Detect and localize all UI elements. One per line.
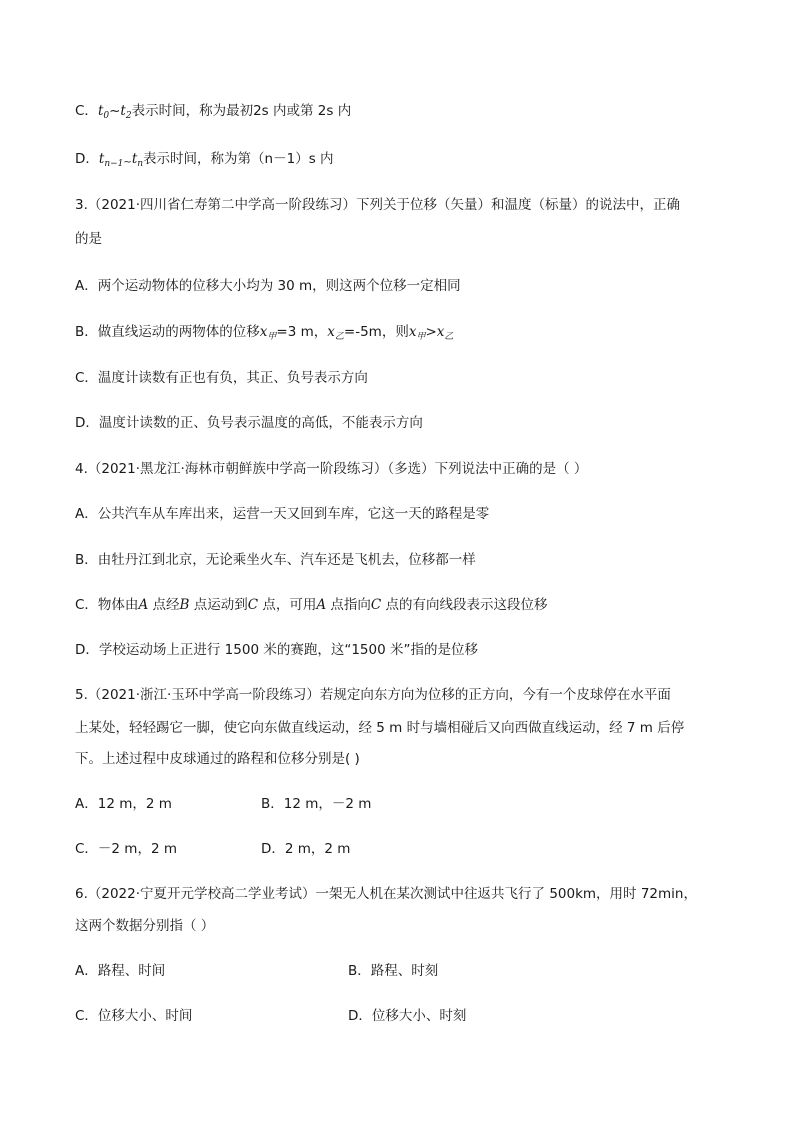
- q4-option-b: B．由牡丹江到北京，无论乘坐火车、汽车还是飞机去，位移都一样: [75, 552, 476, 568]
- math-t: t: [97, 103, 104, 119]
- math-t: t: [98, 151, 105, 167]
- math-sub: 甲: [267, 332, 277, 342]
- math-sub: 乙: [334, 332, 344, 342]
- math-sub: 0: [103, 111, 110, 121]
- q4-option-a: A．公共汽车从车库出来，运营一天又回到车库，它这一天的路程是零: [75, 506, 490, 522]
- q6-option-c: C．位移大小、时间: [75, 1008, 193, 1024]
- option-text: 点运动到: [189, 597, 248, 613]
- q5-options-row1: [75, 794, 725, 814]
- q6-stem-line2: 这两个数据分别指（ ）: [75, 918, 215, 934]
- q6-options-row1: [75, 961, 725, 981]
- q3-option-d: D．温度计读数的正、负号表示温度的高低，不能表示方向: [75, 415, 423, 431]
- q5-option-b: B．12 m，－2 m: [261, 796, 372, 812]
- math-sub: n−1: [104, 159, 124, 169]
- option-text: >: [425, 324, 437, 340]
- q6-stem-line1: 6.（2022·宁夏开元学校高二学业考试）一架无人机在某次测试中往返共飞行了 500km，用时 72min，: [75, 886, 697, 902]
- option-text: 点经: [148, 597, 180, 613]
- option-text: =-5m，则: [343, 324, 409, 340]
- q3-option-c: C．温度计读数有正也有负，其正、负号表示方向: [75, 370, 368, 386]
- math-sub: 2: [125, 111, 132, 121]
- q5-stem-line1: 5.（2021·浙江·玉环中学高一阶段练习）若规定向东方向为位移的正方向，今有一个皮球停在水平面: [75, 687, 671, 703]
- math-sub: 甲: [416, 332, 426, 342]
- option-text: =3 m，: [276, 324, 328, 340]
- math-sub: 乙: [444, 332, 454, 342]
- q3-stem-line2: 的是: [75, 231, 102, 247]
- option-text: 表示时间，称为第（n－1）s 内: [143, 151, 334, 167]
- q4-option-d: D．学校运动场上正进行 1500 米的赛跑，这“1500 米”指的是位移: [75, 642, 478, 658]
- math-x: x: [327, 324, 335, 340]
- option-text: 点的有向线段表示这段位移: [381, 597, 548, 613]
- option-label: D．: [75, 151, 99, 167]
- q3-option-b: [75, 322, 453, 347]
- math-x: x: [259, 324, 268, 340]
- q5-options-row2: [75, 839, 725, 859]
- point-b: B: [179, 597, 190, 613]
- q5-option-a: A．12 m，2 m: [75, 796, 172, 812]
- q4-stem: 4.（2021·黑龙江·海林市朝鲜族中学高一阶段练习）（多选）下列说法中正确的是（ ）: [75, 461, 588, 477]
- point-c: C: [247, 597, 259, 613]
- point-a: A: [316, 597, 327, 613]
- q6-option-b: B．路程、时刻: [348, 963, 439, 979]
- q6-option-a: A．路程、时间: [75, 963, 166, 979]
- option-text: C．物体由: [75, 597, 139, 613]
- q2-option-c: [75, 101, 351, 126]
- q5-stem-line2: 上某处，轻轻踢它一脚，使它向东做直线运动，经 5 m 时与墙相碰后又向西做直线运动，经 7 m 后停: [75, 720, 685, 736]
- option-text: 点，可用: [258, 597, 317, 613]
- q4-option-c: [75, 595, 548, 615]
- math-sub: n: [137, 159, 144, 169]
- math-x: x: [408, 324, 417, 340]
- q3-option-a: A．两个运动物体的位移大小均为 30 m，则这两个位移一定相同: [75, 278, 461, 294]
- point-a: A: [138, 597, 149, 613]
- option-label: C．: [75, 103, 98, 119]
- option-text: 点指向: [326, 597, 371, 613]
- tilde: ~: [123, 157, 132, 168]
- math-t: t: [131, 151, 138, 167]
- math-x: x: [436, 324, 445, 340]
- q5-stem-line3: 下。上述过程中皮球通过的路程和位移分别是( ): [75, 751, 360, 767]
- option-text: B．做直线运动的两物体的位移: [75, 324, 260, 340]
- q6-options-row2: [75, 1006, 725, 1026]
- q3-stem-line1: 3.（2021·四川省仁寿第二中学高一阶段练习）下列关于位移（矢量）和温度（标量）的说法中，正确: [75, 197, 681, 213]
- q5-option-c: C．－2 m，2 m: [75, 841, 177, 857]
- tilde: ~: [109, 103, 121, 119]
- q5-option-d: D．2 m，2 m: [261, 841, 351, 857]
- q6-option-d: D．位移大小、时刻: [348, 1008, 467, 1024]
- q2-option-d: [75, 149, 334, 174]
- point-c: C: [370, 597, 382, 613]
- math-t: t: [120, 103, 126, 119]
- option-text: 表示时间，称为最初2s 内或第 2s 内: [131, 103, 352, 119]
